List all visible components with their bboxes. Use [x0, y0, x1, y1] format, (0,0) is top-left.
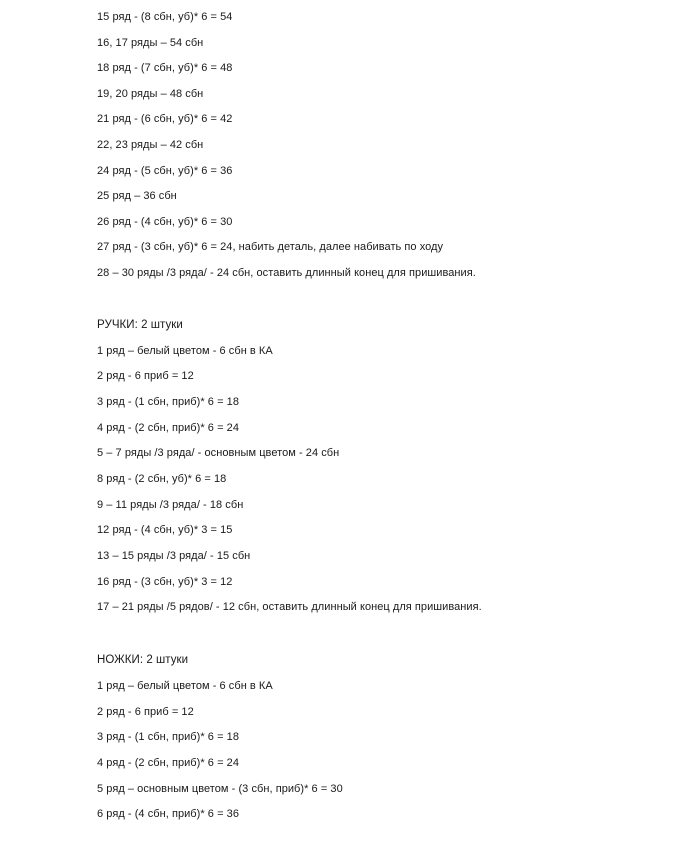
body-row-15: 15 ряд - (8 сбн, уб)* 6 = 54 [97, 11, 233, 23]
arms-row-8: 8 ряд - (2 сбн, уб)* 6 = 18 [97, 473, 227, 485]
arms-row-16: 16 ряд - (3 сбн, уб)* 3 = 12 [97, 576, 233, 588]
body-row-19-20: 19, 20 ряды – 48 сбн [97, 88, 204, 100]
body-row-27: 27 ряд - (3 сбн, уб)* 6 = 24, набить деталь, далее набивать по ходу [97, 241, 444, 253]
arms-row-13-15: 13 – 15 ряды /3 ряда/ - 15 сбн [97, 550, 251, 562]
arms-row-12: 12 ряд - (4 сбн, уб)* 3 = 15 [97, 524, 233, 536]
legs-row-2: 2 ряд - 6 приб = 12 [97, 706, 194, 718]
arms-row-17-21: 17 – 21 ряды /5 рядов/ - 12 сбн, оставить длинный конец для пришивания. [97, 601, 482, 613]
legs-row-6: 6 ряд - (4 сбн, приб)* 6 = 36 [97, 808, 240, 820]
body-row-22-23: 22, 23 ряды – 42 сбн [97, 139, 204, 151]
body-row-24: 24 ряд - (5 сбн, уб)* 6 = 36 [97, 165, 233, 177]
arms-row-2: 2 ряд - 6 приб = 12 [97, 370, 194, 382]
arms-row-1: 1 ряд – белый цветом - 6 сбн в КА [97, 345, 273, 357]
body-row-25: 25 ряд – 36 сбн [97, 190, 177, 202]
legs-row-4: 4 ряд - (2 сбн, приб)* 6 = 24 [97, 757, 240, 769]
legs-row-3: 3 ряд - (1 сбн, приб)* 6 = 18 [97, 731, 240, 743]
legs-row-5: 5 ряд – основным цветом - (3 сбн, приб)* 6 = 30 [97, 783, 343, 795]
arms-row-5-7: 5 – 7 ряды /3 ряда/ - основным цветом - 24 сбн [97, 447, 340, 459]
body-row-26: 26 ряд - (4 сбн, уб)* 6 = 30 [97, 216, 233, 228]
body-row-28-30: 28 – 30 ряды /3 ряда/ - 24 сбн, оставить длинный конец для пришивания. [97, 267, 476, 279]
body-row-21: 21 ряд - (6 сбн, уб)* 6 = 42 [97, 113, 233, 125]
body-row-18: 18 ряд - (7 сбн, уб)* 6 = 48 [97, 62, 233, 74]
legs-heading: НОЖКИ: 2 штуки [97, 654, 189, 666]
arms-row-4: 4 ряд - (2 сбн, приб)* 6 = 24 [97, 422, 240, 434]
arms-row-9-11: 9 – 11 ряды /3 ряда/ - 18 сбн [97, 499, 244, 511]
body-row-16-17: 16, 17 ряды – 54 сбн [97, 37, 204, 49]
arms-heading: РУЧКИ: 2 штуки [97, 319, 183, 331]
arms-row-3: 3 ряд - (1 сбн, приб)* 6 = 18 [97, 396, 240, 408]
legs-row-1: 1 ряд – белый цветом - 6 сбн в КА [97, 680, 273, 692]
